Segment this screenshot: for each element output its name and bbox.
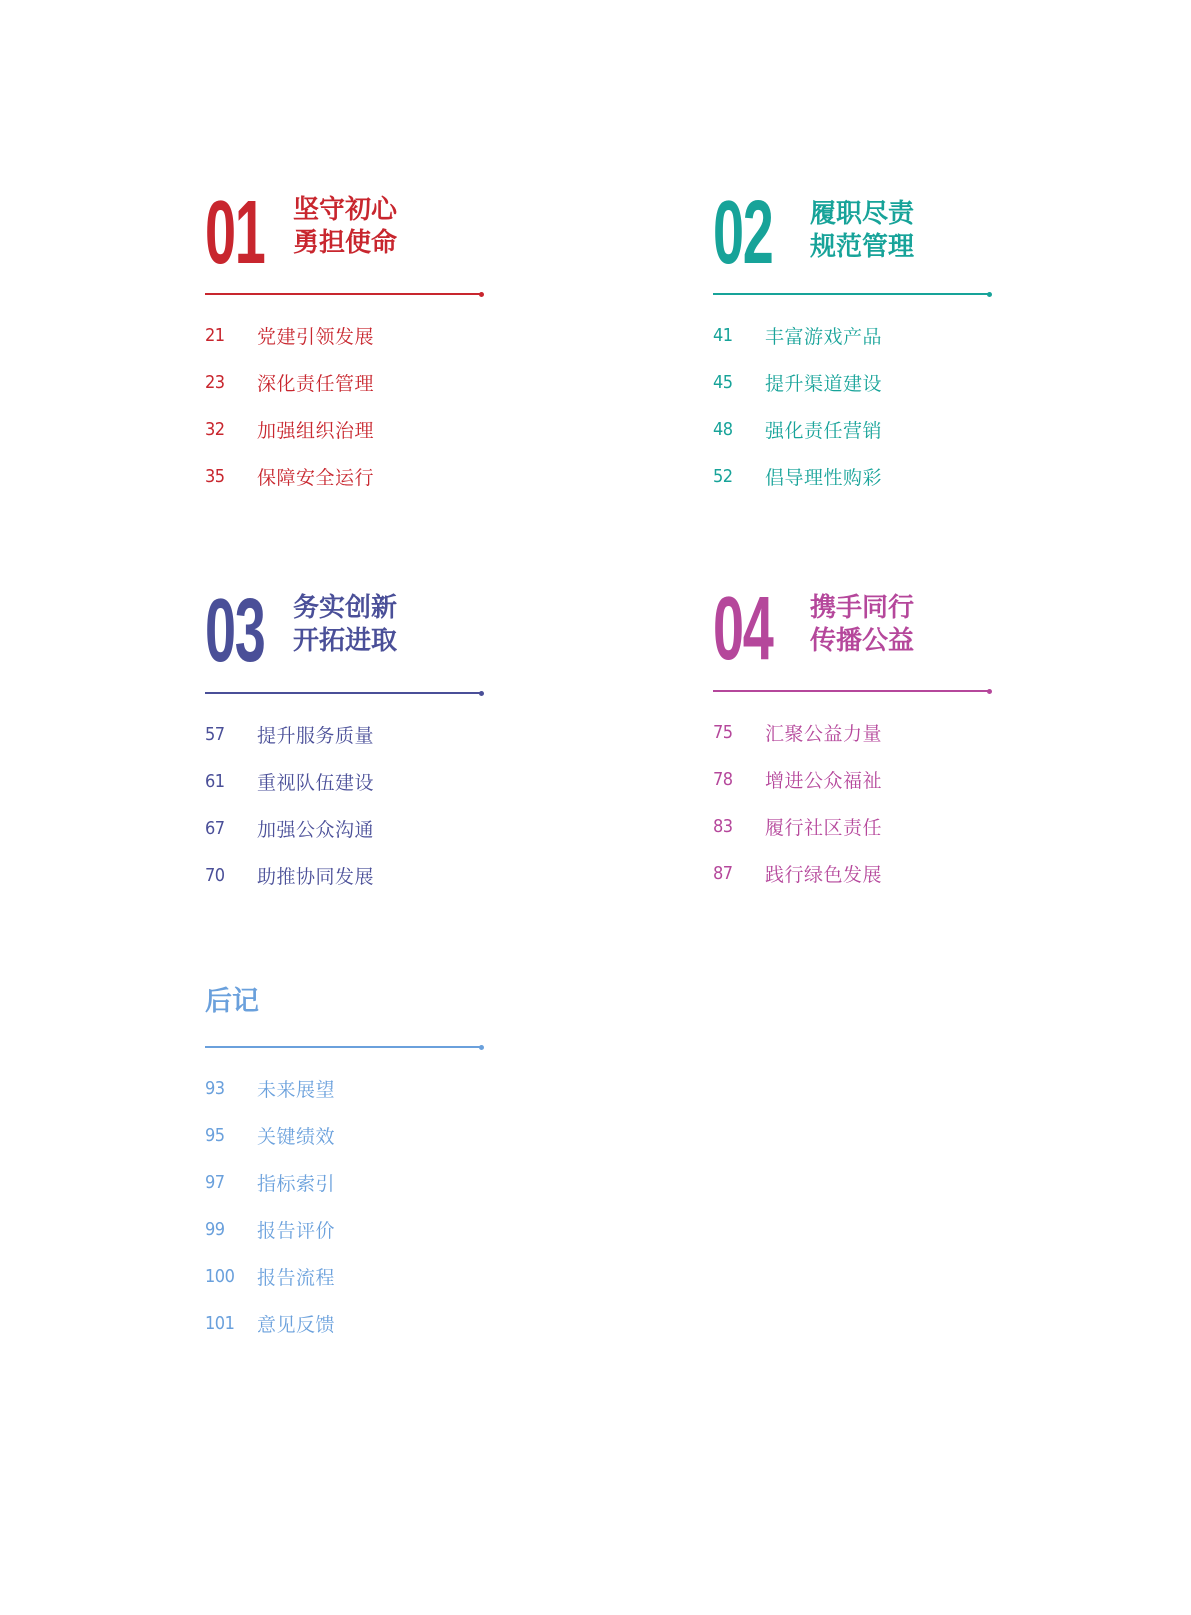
section-number: 02: [713, 183, 773, 283]
toc-entry-label: 关键绩效: [257, 1126, 336, 1148]
section-header: [713, 579, 995, 679]
section-title-line1: 携手同行: [810, 593, 915, 623]
toc-entry-label: 加强组织治理: [257, 420, 375, 442]
toc-page-number: 23: [205, 372, 225, 393]
toc-entry-label: 强化责任营销: [765, 420, 883, 442]
toc-entry[interactable]: [205, 758, 374, 805]
section-divider: [713, 293, 989, 295]
toc-entry-label: 指标索引: [257, 1173, 336, 1195]
toc-entry-label: 倡导理性购彩: [765, 467, 883, 489]
toc-entry-label: 加强公众沟通: [257, 819, 375, 841]
section-header: [205, 581, 487, 681]
section-title-line2: 勇担使命: [293, 228, 398, 258]
toc-entry-label: 助推协同发展: [257, 866, 375, 888]
toc-page-number: 101: [205, 1313, 235, 1334]
section-title-line2: 规范管理: [810, 232, 915, 262]
toc-entry[interactable]: [205, 852, 374, 899]
section-title-line1: 坚守初心: [293, 195, 398, 225]
toc-entry[interactable]: [205, 1300, 335, 1347]
afterword-divider: [205, 1046, 481, 1048]
toc-entry[interactable]: [205, 406, 374, 453]
toc-entry[interactable]: [713, 709, 882, 756]
toc-page-number: 67: [205, 818, 225, 839]
toc-page-number: 45: [713, 372, 733, 393]
toc-page-number: 83: [713, 816, 733, 837]
toc-page-number: 61: [205, 771, 225, 792]
toc-page-number: 48: [713, 419, 733, 440]
section-divider: [205, 293, 481, 295]
toc-entry[interactable]: [205, 1253, 335, 1300]
toc-entry-label: 报告评价: [257, 1220, 336, 1242]
toc-entry-label: 丰富游戏产品: [765, 326, 883, 348]
toc-entry-label: 履行社区责任: [765, 817, 883, 839]
toc-page-number: 75: [713, 722, 733, 743]
toc-entry-label: 党建引领发展: [257, 326, 375, 348]
section-title-line2: 传播公益: [810, 626, 915, 656]
section-number: 04: [713, 579, 773, 679]
toc-entry[interactable]: [713, 406, 882, 453]
toc-list: [205, 312, 374, 500]
toc-entry[interactable]: [713, 803, 882, 850]
toc-page-number: 78: [713, 769, 733, 790]
toc-section-03: [205, 581, 487, 888]
toc-entry[interactable]: [205, 1159, 335, 1206]
toc-entry-label: 增进公众福祉: [765, 770, 883, 792]
section-header: [205, 183, 487, 283]
toc-page-number: 95: [205, 1125, 225, 1146]
toc-list: [205, 711, 374, 899]
toc-entry[interactable]: [205, 1065, 335, 1112]
toc-list: [713, 709, 882, 897]
toc-entry-label: 践行绿色发展: [765, 864, 883, 886]
section-title-line2: 开拓进取: [293, 626, 398, 656]
toc-entry-label: 提升渠道建设: [765, 373, 883, 395]
toc-entry[interactable]: [713, 359, 882, 406]
toc-list: [205, 1065, 335, 1347]
toc-list: [713, 312, 882, 500]
toc-entry[interactable]: [713, 850, 882, 897]
toc-entry[interactable]: [713, 312, 882, 359]
toc-page-number: 93: [205, 1078, 225, 1099]
toc-page-number: 57: [205, 724, 225, 745]
toc-page-number: 21: [205, 325, 225, 346]
toc-page-number: 100: [205, 1266, 235, 1287]
toc-entry[interactable]: [205, 359, 374, 406]
toc-entry[interactable]: [205, 1206, 335, 1253]
toc-entry-label: 意见反馈: [257, 1314, 336, 1336]
toc-section-02: [713, 183, 995, 489]
toc-entry[interactable]: [713, 756, 882, 803]
toc-entry-label: 保障安全运行: [257, 467, 375, 489]
section-title-line1: 履职尽责: [810, 199, 915, 229]
section-title: [293, 194, 397, 260]
section-title: [293, 592, 397, 658]
toc-entry-label: 深化责任管理: [257, 373, 375, 395]
toc-page-number: 35: [205, 466, 225, 487]
section-number: 01: [205, 183, 265, 283]
toc-page-number: 70: [205, 865, 225, 886]
section-divider: [713, 690, 989, 692]
toc-page-number: 87: [713, 863, 733, 884]
toc-entry[interactable]: [205, 711, 374, 758]
section-title-line1: 务实创新: [293, 593, 398, 623]
section-title: [810, 592, 914, 658]
toc-entry-label: 报告流程: [257, 1267, 336, 1289]
toc-page-number: 32: [205, 419, 225, 440]
section-divider: [205, 692, 481, 694]
section-number: 03: [205, 581, 265, 681]
toc-entry-label: 提升服务质量: [257, 725, 375, 747]
toc-section-04: [713, 579, 995, 886]
toc-page-number: 99: [205, 1219, 225, 1240]
toc-entry-label: 汇聚公益力量: [765, 723, 883, 745]
toc-page-number: 52: [713, 466, 733, 487]
toc-entry[interactable]: [205, 805, 374, 852]
toc-entry[interactable]: [205, 453, 374, 500]
section-header: [713, 183, 995, 283]
toc-section-01: [205, 183, 487, 489]
toc-page-number: 97: [205, 1172, 225, 1193]
toc-entry-label: 未来展望: [257, 1079, 336, 1101]
toc-entry[interactable]: [205, 312, 374, 359]
afterword-title: 后记: [205, 986, 259, 1017]
toc-entry[interactable]: [713, 453, 882, 500]
section-title: [810, 198, 914, 264]
toc-entry[interactable]: [205, 1112, 335, 1159]
toc-page-number: 41: [713, 325, 733, 346]
toc-entry-label: 重视队伍建设: [257, 772, 375, 794]
